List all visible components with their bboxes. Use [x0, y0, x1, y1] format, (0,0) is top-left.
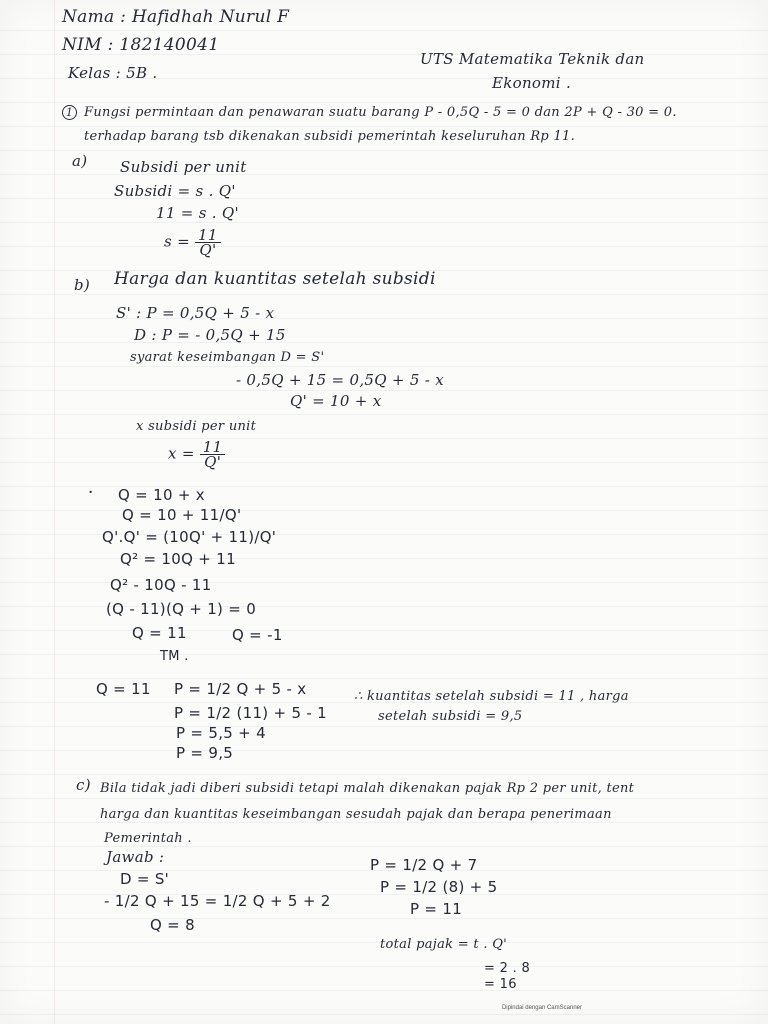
calc-line: Q'.Q' = (10Q' + 11)/Q' [102, 528, 277, 546]
part-a-s-label: s = [164, 232, 190, 251]
total-tax-line: = 16 [484, 977, 517, 992]
fraction-numerator: 11 [195, 228, 221, 243]
ruled-line [0, 798, 768, 799]
part-b-line: D : P = - 0,5Q + 15 [134, 326, 286, 344]
part-c-left-line: - 1/2 Q + 15 = 1/2 Q + 5 + 2 [104, 892, 331, 910]
fraction-numerator: 11 [200, 440, 226, 455]
ruled-line [0, 918, 768, 919]
part-c-left-line: Q = 8 [150, 916, 195, 934]
ruled-line [0, 294, 768, 295]
ruled-line [0, 486, 768, 487]
part-c-question: harga dan kuantitas keseimbangan sesudah pajak dan berapa penerimaan [100, 807, 612, 822]
ruled-line [0, 510, 768, 511]
part-a-line: 11 = s . Q' [156, 204, 239, 222]
fraction-denominator: Q' [199, 241, 217, 259]
ruled-line [0, 1014, 768, 1015]
course-title-line2: Ekonomi . [492, 74, 572, 92]
ruled-line [0, 222, 768, 223]
calc-line: Q = 10 + x [118, 486, 205, 504]
result-line: P = 9,5 [176, 744, 234, 762]
calc-line: Q² - 10Q - 11 [110, 576, 212, 594]
part-a-line: Subsidi = s . Q' [114, 182, 236, 200]
part-a-line: Subsidi per unit [120, 158, 247, 176]
ruled-line [0, 750, 768, 751]
part-b-line: syarat keseimbangan D = S' [130, 350, 325, 365]
part-b-x-label: x = [168, 444, 195, 463]
calc-line: Q = -1 [232, 626, 283, 644]
part-b-title: Harga dan kuantitas setelah subsidi [114, 269, 436, 289]
ruled-line [0, 102, 768, 103]
ruled-line [0, 150, 768, 151]
ruled-line [0, 966, 768, 967]
ruled-line [0, 414, 768, 415]
part-b-fraction [200, 440, 226, 469]
part-c-question: Bila tidak jadi diberi subsidi tetapi malah dikenakan pajak Rp 2 per unit, tent [100, 781, 635, 796]
question-number [62, 102, 77, 120]
ruled-line [0, 390, 768, 391]
ruled-line [0, 174, 768, 175]
part-c-right-line: P = 1/2 Q + 7 [370, 856, 478, 874]
scanner-watermark: Dipindai dengan CamScanner [501, 1005, 582, 1011]
question-line-2: terhadap barang tsb dikenakan subsidi pemerintah keseluruhan Rp 11. [84, 129, 576, 144]
result-line: P = 1/2 (11) + 5 - 1 [174, 704, 327, 722]
part-b-line: Q' = 10 + x [290, 392, 382, 410]
part-b-line: S' : P = 0,5Q + 5 - x [116, 304, 275, 322]
part-a-label: a) [72, 152, 88, 170]
ruled-line [0, 462, 768, 463]
total-tax-line: total pajak = t . Q' [380, 937, 508, 952]
calc-line: TM . [160, 649, 189, 664]
ruled-line [0, 126, 768, 127]
part-b-line [168, 440, 225, 469]
calc-line: (Q - 11)(Q + 1) = 0 [106, 600, 257, 618]
result-line: P = 5,5 + 4 [176, 724, 266, 742]
part-c-left-line: D = S' [120, 870, 170, 888]
part-a-fraction [195, 228, 221, 257]
conclusion-line: ∴ kuantitas setelah subsidi = 11 , harga [354, 689, 629, 704]
bullet: · [88, 483, 94, 503]
ruled-line [0, 774, 768, 775]
total-tax-line: = 2 . 8 [484, 961, 531, 976]
result-line: P = 1/2 Q + 5 - x [174, 680, 307, 698]
conclusion-line: setelah subsidi = 9,5 [378, 709, 523, 724]
result-line: Q = 11 [96, 680, 151, 698]
ruled-line [0, 366, 768, 367]
ruled-line [0, 246, 768, 247]
ruled-line [0, 726, 768, 727]
part-b-label: b) [74, 276, 91, 294]
ruled-line [0, 630, 768, 631]
student-nim: NIM : 182140041 [62, 35, 220, 55]
calc-line: Q = 11 [132, 624, 187, 642]
part-c-right-line: P = 1/2 (8) + 5 [380, 878, 498, 896]
part-c-question: Pemerintah . [104, 831, 192, 846]
ruled-line [0, 438, 768, 439]
student-name: Nama : Hafidhah Nurul F [62, 7, 290, 27]
course-title-line1: UTS Matematika Teknik dan [420, 50, 645, 68]
fraction-denominator: Q' [204, 453, 222, 471]
part-b-line: - 0,5Q + 15 = 0,5Q + 5 - x [236, 371, 444, 389]
ruled-line [0, 990, 768, 991]
part-a-line [164, 228, 221, 257]
ruled-line [0, 654, 768, 655]
calc-line: Q² = 10Q + 11 [120, 550, 236, 568]
student-class: Kelas : 5B . [68, 64, 158, 82]
part-c-right-line: P = 11 [410, 900, 463, 918]
question-line-1: Fungsi permintaan dan penawaran suatu barang P - 0,5Q - 5 = 0 dan 2P + Q - 30 = 0. [84, 105, 677, 120]
ruled-line [0, 342, 768, 343]
ruled-line [0, 558, 768, 559]
part-b-line: x subsidi per unit [136, 419, 257, 434]
calc-line: Q = 10 + 11/Q' [122, 506, 242, 524]
question-number-circle: 1 [62, 105, 77, 120]
ruled-line [0, 30, 768, 31]
ruled-line [0, 678, 768, 679]
answer-label: Jawab : [106, 848, 165, 866]
part-c-label: c) [76, 776, 91, 794]
